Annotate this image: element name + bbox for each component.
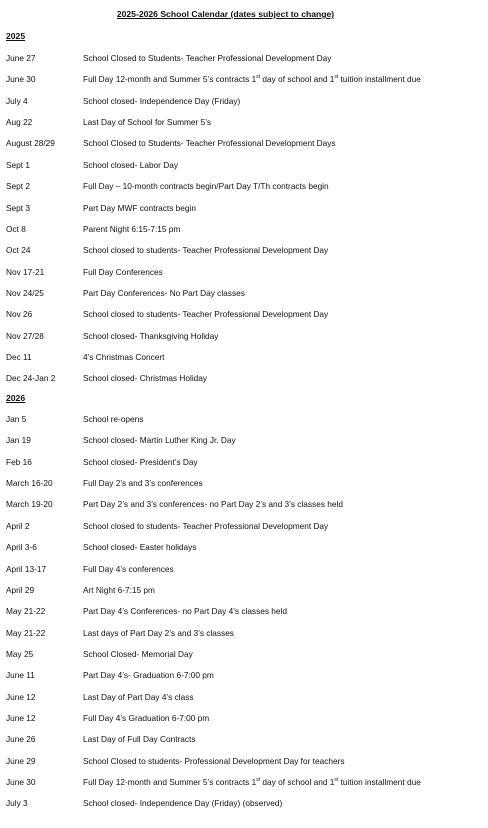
event-description: School closed- Martin Luther King Jr. Day (83, 435, 236, 446)
event-date: Nov 24/25 (6, 287, 44, 298)
event-description: Last days of Part Day 2’s and 3’s classes (83, 627, 234, 638)
event-date: Nov 26 (6, 309, 33, 320)
event-date: June 12 (6, 712, 36, 723)
event-description: Art Night 6-7:15 pm (83, 584, 155, 595)
event-description: Last Day of Part Day 4’s class (83, 691, 194, 702)
calendar-row (0, 776, 488, 788)
calendar-row (0, 584, 488, 596)
event-date: May 25 (6, 648, 34, 659)
event-description: School closed- President’s Day (83, 456, 198, 467)
event-date: Dec 11 (6, 351, 32, 362)
event-description: Part Day 4’s Conferences- no Part Day 4’s classes held (83, 606, 287, 617)
calendar-row (0, 202, 488, 214)
calendar-row (0, 605, 488, 617)
calendar-row (0, 372, 488, 384)
calendar-row (0, 712, 488, 724)
event-description: Full Day 4’s conferences (83, 563, 174, 574)
event-date: June 26 (6, 734, 36, 745)
calendar-row (0, 477, 488, 489)
event-date: May 21-22 (6, 627, 46, 638)
calendar-row (0, 159, 488, 171)
event-date: Nov 27/28 (6, 330, 44, 341)
event-date: May 21-22 (6, 606, 46, 617)
calendar-row (0, 627, 488, 639)
event-date: Nov 17-21 (6, 266, 45, 277)
event-date: June 30 (6, 777, 36, 787)
calendar-row (0, 116, 488, 128)
event-date: Jan 19 (6, 435, 31, 446)
event-description: School closed- Independence Day (Friday) (83, 95, 241, 106)
event-description: School Closed to Students- Teacher Professional Development Day (83, 53, 332, 63)
calendar-row (0, 733, 488, 745)
calendar-row (0, 434, 488, 446)
event-description: Part Day 2’s and 3’s conferences- no Part Day 2’s and 3’s classes held (83, 499, 343, 510)
calendar-row (0, 413, 488, 425)
event-date: March 16-20 (6, 478, 53, 489)
calendar-row (0, 308, 488, 320)
calendar-row (0, 180, 488, 192)
event-description: Part Day Conferences- No Part Day classes (83, 287, 245, 298)
year-heading-2026: 2026 (6, 393, 26, 403)
event-description: Parent Night 6:15-7:15 pm (83, 223, 181, 234)
event-description: School closed- Labor Day (83, 159, 179, 170)
calendar-row (0, 73, 488, 85)
year-heading-2025: 2025 (6, 31, 26, 41)
event-date: Sept 2 (6, 181, 30, 192)
event-description: 4’s Christmas Concert (83, 351, 165, 362)
event-description: Full Day 12-month and Summer 5’s contracts 1st day of school and 1st tuition installment due (83, 777, 421, 787)
event-description: School closed- Independence Day (Friday) (observed) (83, 798, 283, 809)
event-description: School closed to students- Teacher Professional Development Day (83, 309, 329, 320)
calendar-row (0, 541, 488, 553)
event-date: Aug 22 (6, 117, 33, 128)
event-date: July 3 (6, 798, 28, 809)
event-date: Jan 5 (6, 414, 27, 424)
calendar-row (0, 52, 488, 64)
calendar-row (0, 137, 488, 149)
calendar-row (0, 266, 488, 278)
event-date: June 12 (6, 691, 36, 702)
event-description: School closed- Thanksgiving Holiday (83, 330, 219, 341)
event-date: August 28/29 (6, 138, 55, 149)
event-description: Full Day Conferences (83, 266, 163, 277)
event-description: Full Day 4’s Graduation 6-7:00 pm (83, 712, 210, 723)
event-date: Sept 3 (6, 202, 30, 213)
event-date: April 3-6 (6, 542, 37, 553)
calendar-row (0, 691, 488, 703)
event-date: April 2 (6, 520, 30, 531)
event-date: June 11 (6, 670, 35, 681)
calendar-row (0, 520, 488, 532)
event-description: Part Day 4’s- Graduation 6-7:00 pm (83, 670, 214, 681)
event-description: School re-opens (83, 414, 144, 424)
event-date: April 13-17 (6, 563, 47, 574)
event-date: June 29 (6, 755, 36, 766)
event-date: June 27 (6, 53, 36, 63)
event-description: Last Day of School for Summer 5’s (83, 117, 212, 128)
event-description: School closed to students- Teacher Professional Development Day (83, 520, 329, 531)
calendar-row (0, 244, 488, 256)
event-date: Sept 1 (6, 159, 30, 170)
calendar-row (0, 669, 488, 681)
calendar-row (0, 755, 488, 767)
event-description: Last Day of Full Day Contracts (83, 734, 196, 745)
event-description: School closed- Christmas Holiday (83, 373, 208, 384)
event-date: March 19-20 (6, 499, 53, 510)
event-description: School closed to students- Teacher Professional Development Day (83, 245, 329, 256)
event-description: School closed- Easter holidays (83, 542, 197, 553)
event-date: Oct 24 (6, 245, 31, 256)
event-date: July 4 (6, 95, 28, 106)
event-description: School Closed to Students- Teacher Professional Development Days (83, 138, 336, 149)
event-description: School Closed to students- Professional Development Day for teachers (83, 755, 345, 766)
calendar-row (0, 223, 488, 235)
calendar-row (0, 498, 488, 510)
event-description: School Closed- Memorial Day (83, 648, 193, 659)
event-date: June 30 (6, 74, 36, 85)
document-title: 2025-2026 School Calendar (dates subject to change) (116, 9, 335, 19)
calendar-row (0, 797, 488, 809)
event-date: Feb 16 (6, 456, 32, 467)
event-date: April 29 (6, 584, 35, 595)
event-description: Full Day – 10-month contracts begin/Part Day T/Th contracts begin (83, 181, 329, 192)
calendar-row (0, 95, 488, 107)
calendar-row (0, 456, 488, 468)
event-date: Oct 8 (6, 223, 26, 234)
calendar-row (0, 351, 488, 363)
event-description: Full Day 12-month and Summer 5’s contracts 1st day of school and 1st tuition installment due (83, 74, 421, 85)
event-description: Full Day 2’s and 3’s conferences (83, 478, 203, 489)
calendar-row (0, 330, 488, 342)
event-description: Part Day MWF contracts begin (83, 202, 196, 213)
event-date: Dec 24-Jan 2 (6, 373, 56, 384)
calendar-row (0, 563, 488, 575)
calendar-row (0, 648, 488, 660)
calendar-row (0, 287, 488, 299)
